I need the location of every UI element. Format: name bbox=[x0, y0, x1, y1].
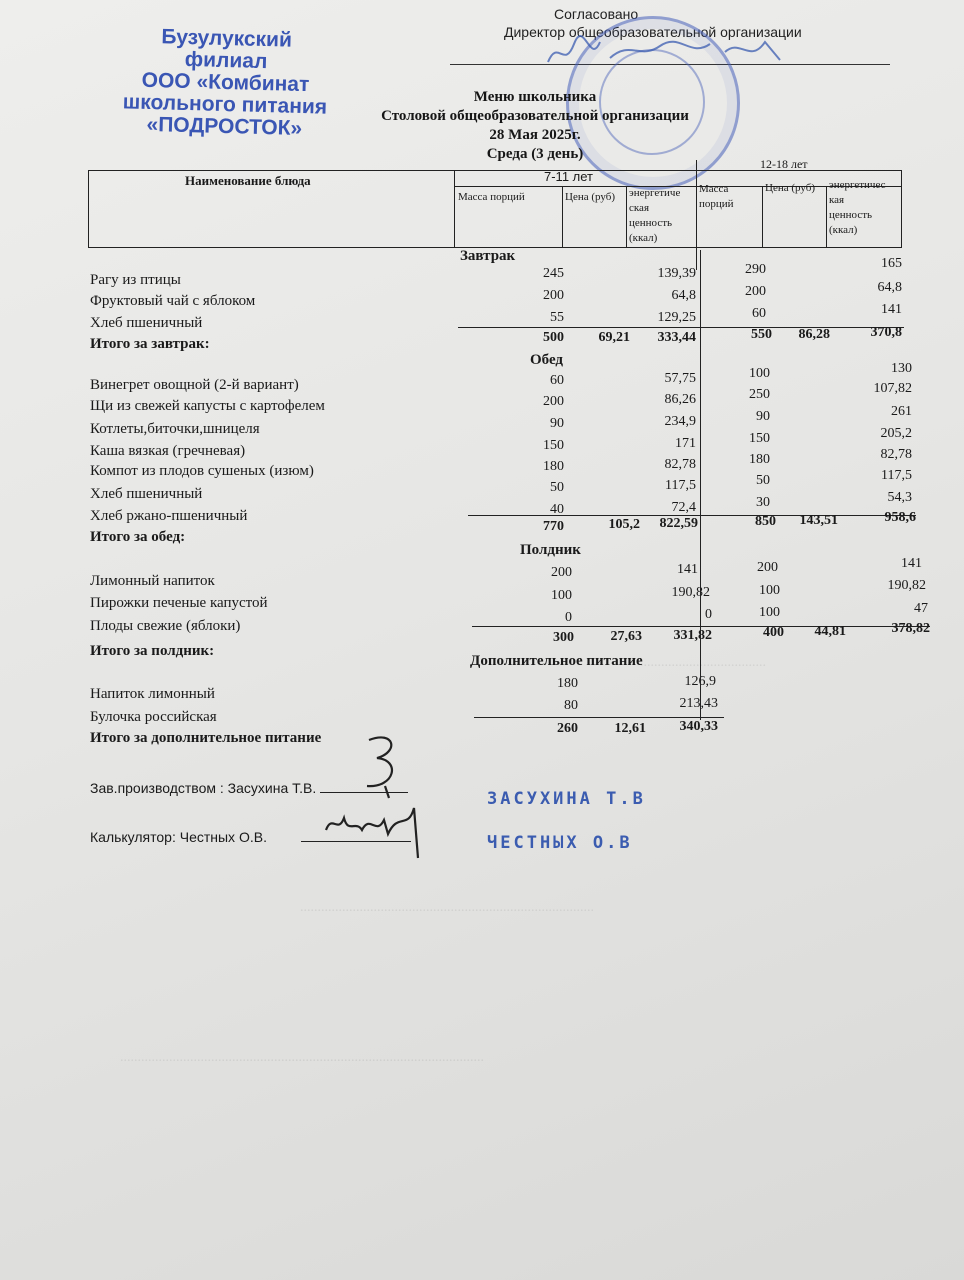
org-line: Бузулукский филиал bbox=[161, 25, 293, 74]
total-energy-a: 331,82 bbox=[673, 628, 712, 643]
mass-a: 90 bbox=[550, 416, 564, 431]
title-line1: Меню школьника bbox=[473, 89, 597, 105]
org-line: школьного питания bbox=[122, 90, 328, 119]
mass-a: 80 bbox=[564, 698, 578, 713]
section-title: Обед bbox=[530, 352, 564, 368]
mass-a: 150 bbox=[543, 438, 564, 453]
mass-b: 90 bbox=[756, 409, 770, 424]
header-price-b: Цена (руб) bbox=[765, 182, 815, 194]
total-energy-a: 822,59 bbox=[659, 516, 698, 531]
energy-b: 261 bbox=[891, 404, 912, 419]
total-rule bbox=[458, 327, 904, 328]
dish-name: Пирожки печеные капустой bbox=[90, 595, 268, 611]
total-energy-b: 958,6 bbox=[884, 510, 916, 525]
energy-a: 171 bbox=[675, 436, 696, 451]
header-age-group-b: 12-18 лет bbox=[760, 157, 808, 171]
energy-b: 141 bbox=[881, 302, 902, 317]
energy-a: 139,39 bbox=[657, 266, 696, 281]
total-label: Итого за полдник: bbox=[90, 643, 215, 659]
mass-b: 250 bbox=[749, 387, 770, 402]
approval-label: Согласовано bbox=[554, 6, 639, 22]
header-energy-a-line: ценность bbox=[629, 217, 673, 229]
total-price-b: 86,28 bbox=[798, 327, 830, 342]
mass-a: 180 bbox=[557, 676, 578, 691]
mass-a: 200 bbox=[543, 288, 564, 303]
calculator-signature-icon bbox=[318, 800, 438, 865]
dish-name: Плоды свежие (яблоки) bbox=[90, 618, 241, 634]
stamp-zasukhina: ЗАСУХИНА Т.В bbox=[487, 789, 646, 809]
dish-name: Каша вязкая (гречневая) bbox=[90, 443, 246, 459]
header-energy-b bbox=[829, 178, 886, 238]
header-energy-a bbox=[629, 186, 680, 246]
divider bbox=[762, 186, 763, 248]
total-price-a: 12,61 bbox=[614, 721, 646, 736]
mass-a: 245 bbox=[543, 266, 564, 281]
stamp-chestnykh: ЧЕСТНЫХ О.В bbox=[487, 833, 633, 853]
bleed-through-text: .................................................................................... bbox=[300, 900, 594, 915]
energy-a: 86,26 bbox=[664, 392, 696, 407]
dish-name: Котлеты,биточки,шницеля bbox=[90, 421, 260, 437]
menu-date: 28 Мая 2025г. bbox=[489, 127, 581, 143]
mass-a: 50 bbox=[550, 480, 564, 495]
mass-b: 30 bbox=[756, 495, 770, 510]
dish-name: Компот из плодов сушеных (изюм) bbox=[90, 463, 314, 479]
total-label: Итого за дополнительное питание bbox=[90, 730, 322, 746]
total-mass-b: 400 bbox=[763, 625, 784, 640]
bleed-through-text: ........................................................................................................ bbox=[120, 1050, 484, 1065]
header-dish-name: Наименование блюда bbox=[185, 173, 311, 188]
approval-position: Директор общеобразовательной организации bbox=[504, 24, 802, 40]
mass-a: 60 bbox=[550, 373, 564, 388]
header-energy-b-line: кая bbox=[829, 194, 845, 206]
dish-name: Хлеб пшеничный bbox=[90, 315, 203, 331]
calculator-label: Калькулятор: Честных О.В. bbox=[90, 829, 267, 845]
energy-b: 47 bbox=[914, 601, 928, 616]
total-rule bbox=[474, 717, 724, 718]
total-price-a: 27,63 bbox=[610, 629, 642, 644]
dish-name: Винегрет овощной (2-й вариант) bbox=[90, 377, 299, 393]
energy-a: 57,75 bbox=[664, 371, 696, 386]
dish-name: Булочка российская bbox=[90, 709, 217, 725]
energy-a: 72,4 bbox=[671, 500, 696, 515]
mass-b: 150 bbox=[749, 431, 770, 446]
header-age-group-a: 7-11 лет bbox=[544, 169, 594, 184]
divider bbox=[454, 170, 455, 248]
energy-b: 141 bbox=[901, 556, 922, 571]
mass-a: 55 bbox=[550, 310, 564, 325]
total-price-b: 44,81 bbox=[814, 624, 846, 639]
total-price-a: 105,2 bbox=[608, 517, 640, 532]
dish-name: Хлеб пшеничный bbox=[90, 486, 203, 502]
divider bbox=[700, 250, 701, 720]
total-mass-b: 550 bbox=[751, 327, 772, 342]
mass-a: 200 bbox=[543, 394, 564, 409]
org-line: ООО «Комбинат bbox=[141, 68, 310, 97]
total-energy-b: 378,82 bbox=[891, 621, 930, 636]
energy-a: 141 bbox=[677, 562, 698, 577]
total-energy-a: 333,44 bbox=[657, 330, 696, 345]
mass-a: 180 bbox=[543, 459, 564, 474]
energy-b: 117,5 bbox=[881, 468, 912, 483]
header-energy-a-line: ская bbox=[629, 202, 650, 214]
header-mass-a: Масса порций bbox=[458, 191, 525, 203]
energy-b: 165 bbox=[881, 256, 902, 271]
divider bbox=[562, 186, 563, 248]
total-energy-a: 340,33 bbox=[679, 719, 718, 734]
total-mass-b: 850 bbox=[755, 514, 776, 529]
total-mass-a: 770 bbox=[543, 519, 564, 534]
header-energy-a-line: (ккал) bbox=[629, 232, 658, 244]
dish-name: Напиток лимонный bbox=[90, 686, 215, 702]
production-head-signature-icon bbox=[355, 730, 415, 800]
energy-a: 213,43 bbox=[679, 696, 718, 711]
energy-b: 107,82 bbox=[873, 381, 912, 396]
mass-a: 0 bbox=[565, 610, 572, 625]
energy-b: 130 bbox=[891, 361, 912, 376]
section-title: Дополнительное питание bbox=[470, 653, 643, 669]
dish-name: Фруктовый чай с яблоком bbox=[90, 293, 256, 309]
title-line2: Столовой общеобразовательной организации bbox=[381, 108, 689, 124]
mass-b: 200 bbox=[757, 560, 778, 575]
energy-b: 54,3 bbox=[887, 490, 912, 505]
divider bbox=[626, 186, 627, 248]
menu-title-block bbox=[300, 88, 770, 164]
header-mass-b-line: Масса bbox=[699, 183, 729, 195]
director-signature-icon bbox=[540, 30, 800, 75]
header-mass-b-line: порций bbox=[699, 198, 734, 210]
header-energy-b-line: (ккал) bbox=[829, 224, 858, 236]
energy-a: 129,25 bbox=[657, 310, 696, 325]
dish-name: Хлеб ржано-пшеничный bbox=[90, 508, 248, 524]
section-title: Завтрак bbox=[460, 248, 516, 264]
dish-name: Щи из свежей капусты с картофелем bbox=[90, 398, 325, 414]
mass-b: 100 bbox=[749, 366, 770, 381]
energy-b: 190,82 bbox=[887, 578, 926, 593]
mass-b: 180 bbox=[749, 452, 770, 467]
mass-b: 200 bbox=[745, 284, 766, 299]
mass-b: 290 bbox=[745, 262, 766, 277]
total-price-a: 69,21 bbox=[598, 330, 630, 345]
energy-a: 0 bbox=[705, 607, 712, 622]
mass-b: 60 bbox=[752, 306, 766, 321]
header-energy-b-line: энергетичес bbox=[829, 179, 886, 191]
mass-b: 100 bbox=[759, 605, 780, 620]
energy-b: 64,8 bbox=[877, 280, 902, 295]
dish-name: Рагу из птицы bbox=[90, 272, 181, 288]
total-mass-a: 300 bbox=[553, 630, 574, 645]
energy-a: 234,9 bbox=[664, 414, 696, 429]
menu-day: Среда (3 день) bbox=[486, 146, 584, 162]
header-energy-a-line: энергетиче bbox=[629, 187, 681, 199]
energy-a: 117,5 bbox=[665, 478, 696, 493]
energy-b: 205,2 bbox=[880, 426, 912, 441]
divider bbox=[696, 160, 697, 270]
energy-b: 82,78 bbox=[880, 447, 912, 462]
section-title: Полдник bbox=[520, 542, 581, 558]
total-energy-b: 370,8 bbox=[870, 325, 902, 340]
total-mass-a: 260 bbox=[557, 721, 578, 736]
org-line: «ПОДРОСТОК» bbox=[146, 112, 303, 141]
header-price-a: Цена (руб) bbox=[565, 191, 615, 203]
header-mass-b bbox=[699, 182, 734, 212]
mass-a: 40 bbox=[550, 502, 564, 517]
bleed-through-text: .................................... bbox=[640, 655, 766, 670]
dish-name: Лимонный напиток bbox=[90, 573, 215, 589]
total-mass-a: 500 bbox=[543, 330, 564, 345]
mass-b: 100 bbox=[759, 583, 780, 598]
divider bbox=[826, 186, 827, 248]
header-energy-b-line: ценность bbox=[829, 209, 873, 221]
total-label: Итого за обед: bbox=[90, 529, 186, 545]
energy-a: 82,78 bbox=[664, 457, 696, 472]
production-head-label: Зав.производством : Засухина Т.В. bbox=[90, 780, 317, 796]
energy-a: 190,82 bbox=[671, 585, 710, 600]
total-price-b: 143,51 bbox=[799, 513, 838, 528]
mass-a: 100 bbox=[551, 588, 572, 603]
total-label: Итого за завтрак: bbox=[90, 336, 210, 352]
mass-a: 200 bbox=[551, 565, 572, 580]
energy-a: 126,9 bbox=[684, 674, 716, 689]
mass-b: 50 bbox=[756, 473, 770, 488]
energy-a: 64,8 bbox=[671, 288, 696, 303]
